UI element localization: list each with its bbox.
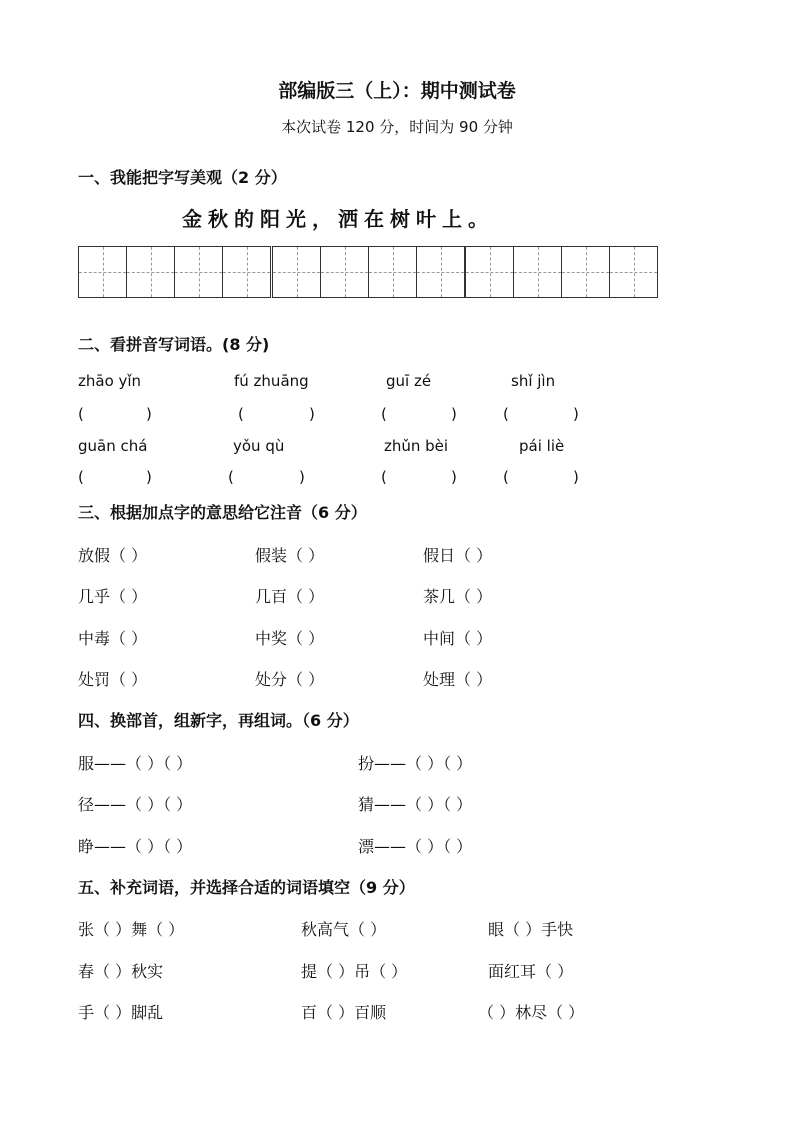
page-subtitle: 本次试卷 120 分，时间为 90 分钟	[281, 118, 513, 136]
radical-item: 服——（ ）（ ）	[78, 754, 193, 773]
idiom-item: 面红耳（ ）	[488, 962, 574, 981]
pinyin-item: zhǔn bèi	[384, 437, 449, 455]
pronunciation-item: 处罚（ ）	[78, 670, 148, 689]
writing-cell[interactable]	[320, 247, 368, 297]
answer-paren-open: (	[228, 468, 234, 486]
radical-item: 径——（ ）（ ）	[78, 795, 193, 814]
answer-paren-close: )	[573, 468, 579, 486]
section-1-heading: 一、我能把字写美观（2 分）	[78, 168, 287, 187]
writing-grid-group-1	[78, 246, 271, 298]
pinyin-item: shǐ jìn	[511, 372, 556, 390]
pronunciation-item: 几百（ ）	[255, 587, 325, 606]
writing-cell[interactable]	[368, 247, 416, 297]
writing-grid-group-3	[465, 246, 658, 298]
idiom-item: 春（ ）秋实	[78, 962, 164, 981]
radical-item: 扮——（ ）（ ）	[358, 754, 473, 773]
writing-cell[interactable]	[416, 247, 464, 297]
writing-cell[interactable]	[126, 247, 174, 297]
answer-paren-open: (	[381, 468, 387, 486]
answer-paren-open: (	[78, 468, 84, 486]
pinyin-item: pái liè	[519, 437, 565, 455]
idiom-item: 眼（ ）手快	[488, 920, 574, 939]
writing-cell[interactable]	[609, 247, 657, 297]
writing-cell[interactable]	[273, 247, 320, 297]
section-4-heading: 四、换部首，组新字，再组词。（6 分）	[78, 711, 359, 730]
pinyin-item: yǒu qù	[233, 437, 285, 455]
answer-paren-open: (	[238, 405, 244, 423]
section-5-heading: 五、补充词语，并选择合适的词语填空（9 分）	[78, 878, 415, 897]
writing-grid-group-2	[272, 246, 465, 298]
answer-paren-close: )	[146, 405, 152, 423]
radical-item: 漂——（ ）（ ）	[358, 837, 473, 856]
idiom-item: 手（ ）脚乱	[78, 1003, 164, 1022]
pinyin-item: guī zé	[386, 372, 432, 390]
pronunciation-item: 处分（ ）	[255, 670, 325, 689]
answer-paren-close: )	[299, 468, 305, 486]
pinyin-item: fú zhuāng	[234, 372, 309, 390]
idiom-item: （ ）林尽（ ）	[478, 1003, 585, 1022]
answer-paren-open: (	[503, 468, 509, 486]
radical-item: 睁——（ ）（ ）	[78, 837, 193, 856]
pinyin-item: guān chá	[78, 437, 148, 455]
pronunciation-item: 处理（ ）	[423, 670, 493, 689]
radical-item: 猜——（ ）（ ）	[358, 795, 473, 814]
writing-cell[interactable]	[174, 247, 222, 297]
pronunciation-item: 中奖（ ）	[255, 629, 325, 648]
pronunciation-item: 中毒（ ）	[78, 629, 148, 648]
writing-cell[interactable]	[79, 247, 126, 297]
answer-paren-close: )	[309, 405, 315, 423]
page-title: 部编版三（上）：期中测试卷	[278, 80, 516, 102]
answer-paren-close: )	[451, 468, 457, 486]
idiom-item: 秋高气（ ）	[301, 920, 387, 939]
pronunciation-item: 放假（ ）	[78, 546, 148, 565]
writing-sentence: 金秋的阳光，洒在树叶上。	[182, 207, 494, 231]
answer-paren-close: )	[573, 405, 579, 423]
pronunciation-item: 假日（ ）	[423, 546, 493, 565]
section-2-heading: 二、看拼音写词语。(8 分)	[78, 335, 270, 354]
writing-cell[interactable]	[466, 247, 513, 297]
pinyin-item: zhāo yǐn	[78, 372, 142, 390]
answer-paren-close: )	[451, 405, 457, 423]
idiom-item: 百（ ）百顺	[301, 1003, 387, 1022]
answer-paren-close: )	[146, 468, 152, 486]
answer-paren-open: (	[78, 405, 84, 423]
writing-cell[interactable]	[561, 247, 609, 297]
answer-paren-open: (	[503, 405, 509, 423]
pronunciation-item: 假装（ ）	[255, 546, 325, 565]
answer-paren-open: (	[381, 405, 387, 423]
writing-cell[interactable]	[513, 247, 561, 297]
pronunciation-item: 中间（ ）	[423, 629, 493, 648]
writing-cell[interactable]	[222, 247, 270, 297]
pronunciation-item: 几乎（ ）	[78, 587, 148, 606]
idiom-item: 提（ ）吊（ ）	[301, 962, 408, 981]
section-3-heading: 三、根据加点字的意思给它注音（6 分）	[78, 503, 367, 522]
pronunciation-item: 茶几（ ）	[423, 587, 493, 606]
idiom-item: 张（ ）舞（ ）	[78, 920, 185, 939]
